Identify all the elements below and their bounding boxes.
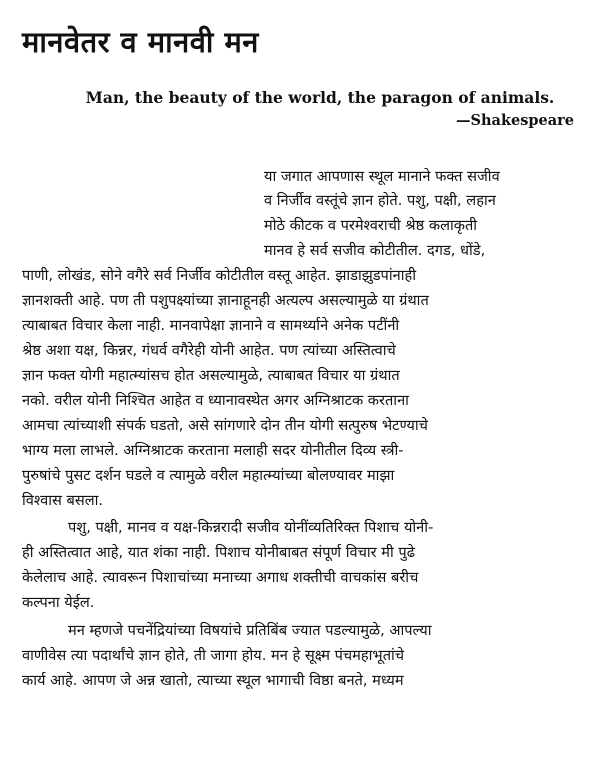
text-line: विश्वास बसला.: [22, 492, 104, 509]
text-line: या जगात आपणास स्थूल मानाने फक्त सजीव: [264, 168, 500, 185]
epigraph-quote: Man, the beauty of the world, the paragon of animals.: [85, 88, 555, 107]
epigraph-author: —Shakespeare: [456, 112, 574, 129]
text-line: नको. वरील योनी निश्चित आहेत व ध्यानावस्थेत अगर अग्निश्राटक करताना: [22, 392, 409, 409]
text-line: ज्ञान फक्त योगी महात्म्यांसच होत असल्यामुळे, त्याबाबत विचार या ग्रंथात: [22, 367, 400, 384]
text-line: केलेलाच आहे. त्यावरून पिशाचांच्या मनाच्या अगाध शक्तीची वाचकांस बरीच: [22, 569, 419, 586]
text-line: श्रेष्ठ अशा यक्ष, किन्नर, गंधर्व वगैरेही योनी आहेत. पण त्यांच्या अस्तित्वाचे: [22, 342, 396, 359]
text-line: पाणी, लोखंड, सोने वगैरे सर्व निर्जीव कोटीतील वस्तू आहेत. झाडाझुडपांनाही: [22, 267, 417, 284]
text-line: वाणीवेस त्या पदार्थांचे ज्ञान होते, ती जागा होय. मन हे सूक्ष्म पंचमहाभूतांचे: [22, 647, 405, 664]
text-line: पुरुषांचे पुसट दर्शन घडले व त्यामुळे वरील महात्म्यांच्या बोलण्यावर माझा: [22, 467, 395, 484]
text-line: कल्पना येईल.: [22, 594, 95, 611]
text-line: भाग्य मला लाभले. अग्निश्राटक करताना मलाही सदर योनीतील दिव्य स्त्री-: [22, 442, 404, 459]
text-line: मानव हे सर्व सजीव कोटीतील. दगड, धोंडे,: [264, 242, 486, 259]
text-line: पशु, पक्षी, मानव व यक्ष-किन्नरादी सजीव योनींव्यतिरिक्त पिशाच योनी-: [68, 519, 434, 536]
text-line: कार्य आहे. आपण जे अन्न खातो, त्याच्या स्थूल भागाची विष्ठा बनते, मध्यम: [22, 672, 404, 689]
text-line: व निर्जीव वस्तूंचे ज्ञान होते. पशु, पक्षी, लहान: [264, 192, 496, 209]
text-line: आमचा त्यांच्याशी संपर्क घडतो, असे सांगणारे दोन तीन योगी सत्पुरुष भेटण्याचे: [22, 417, 428, 434]
text-line: त्याबाबत विचार केला नाही. मानवापेक्षा ज्ञानाने व सामर्थ्याने अनेक पटींनी: [22, 317, 400, 334]
page-title: मानवेतर व मानवी मन: [22, 25, 259, 59]
text-line: मन म्हणजे पचनेंद्रियांच्या विषयांचे प्रतिबिंब ज्यात पडल्यामुळे, आपल्या: [68, 622, 432, 639]
text-line: ही अस्तित्वात आहे, यात शंका नाही. पिशाच योनीबाबत संपूर्ण विचार मी पुढे: [22, 544, 415, 561]
text-line: मोठे कीटक व परमेश्वराची श्रेष्ठ कलाकृती: [264, 217, 478, 234]
text-line: ज्ञानशक्ती आहे. पण ती पशुपक्ष्यांच्या ज्ञानाहूनही अत्यल्प असल्यामुळे या ग्रंथात: [22, 292, 429, 309]
